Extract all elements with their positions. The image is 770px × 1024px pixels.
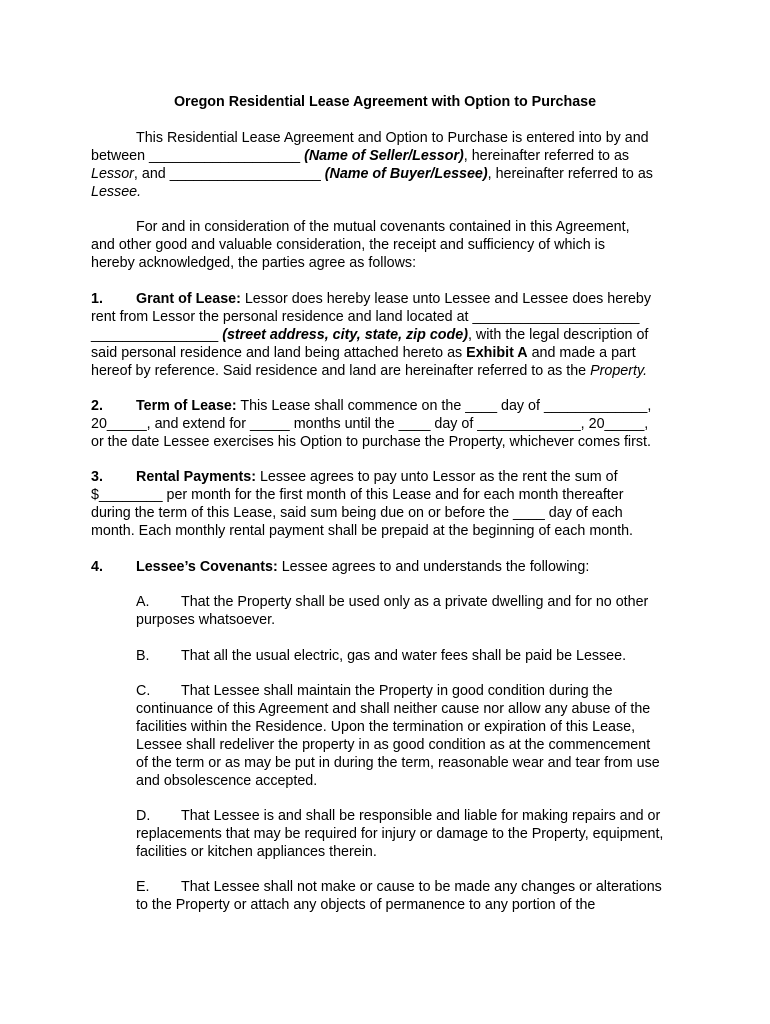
section-3-number: 3.	[91, 469, 103, 485]
exhibit-a: Exhibit A	[466, 345, 528, 361]
covenant-e-line-1	[136, 878, 662, 896]
section-4-heading: Lessee’s Covenants:	[136, 559, 278, 575]
covenant-d-text-1: That Lessee is and shall be responsible and liable for making repairs and or	[181, 808, 661, 824]
consideration-line-3: hereby acknowledged, the parties agree as follows:	[91, 255, 417, 271]
covenant-a-text-1: That the Property shall be used only as a private dwelling and for no other	[181, 594, 649, 610]
consideration-line-2: and other good and valuable consideration, the receipt and sufficiency of which is	[91, 237, 605, 253]
covenant-d-line-2: replacements that may be required for injury or damage to the Property, equipment,	[136, 826, 664, 842]
section-1-text-4c: and made a part	[527, 345, 636, 361]
section-3-text-1: Lessee agrees to pay unto Lessor as the rent the sum of	[259, 469, 618, 485]
section-1-line-3	[91, 326, 648, 344]
lessee-term: Lessee.	[91, 184, 142, 200]
covenant-c-line-2: continuance of this Agreement and shall neither cause nor allow any abuse of the	[136, 701, 651, 717]
covenant-c-text-1: That Lessee shall maintain the Property in good condition during the	[181, 683, 613, 699]
covenant-a-line-1	[136, 593, 648, 611]
covenant-c-line-3: facilities within the Residence. Upon the termination or expiration of this Lease,	[136, 719, 636, 735]
section-1-line-4	[91, 344, 636, 362]
covenant-c-letter: C.	[136, 683, 151, 699]
seller-label: (Name of Seller/Lessor)	[304, 148, 464, 164]
intro-line-3	[91, 165, 653, 183]
covenant-b-letter: B.	[136, 648, 150, 664]
section-4-number: 4.	[91, 559, 103, 575]
section-3-line-1	[91, 468, 618, 486]
intro-and: , and ___________________	[133, 166, 325, 182]
intro-referred: , hereinafter referred to as	[463, 148, 630, 164]
covenant-e-text-1: That Lessee shall not make or cause to be made any changes or alterations	[181, 879, 662, 895]
covenant-d-letter: D.	[136, 808, 151, 824]
section-1-line-5	[91, 362, 647, 380]
section-1-line-2: rent from Lessor the personal residence and land located at _____________________	[91, 309, 640, 325]
section-2-line-1	[91, 397, 651, 415]
covenant-d-line-3: facilities or kitchen appliances therein.	[136, 844, 377, 860]
address-label: (street address, city, state, zip code)	[222, 327, 468, 343]
section-1-line-1	[91, 290, 651, 308]
covenant-c-line-4: Lessee shall redeliver the property in as good condition as at the commencement	[136, 737, 651, 753]
lessor-term: Lessor	[91, 166, 134, 182]
covenant-e-line-2: to the Property or attach any objects of permanence to any portion of the	[136, 897, 596, 913]
section-4-text-1: Lessee agrees to and understands the following:	[281, 559, 590, 575]
section-1-heading: Grant of Lease:	[136, 291, 241, 307]
buyer-label: (Name of Buyer/Lessee)	[324, 166, 488, 182]
legal-description-text: , with the legal description of	[467, 327, 649, 343]
section-3-line-2: $________ per month for the first month of this Lease and for each month thereafter	[91, 487, 624, 503]
section-4-line-1	[91, 558, 589, 576]
consideration-line-1: For and in consideration of the mutual covenants contained in this Agreement,	[136, 219, 630, 235]
property-term: Property.	[590, 363, 648, 379]
document-title: Oregon Residential Lease Agreement with Option to Purchase	[173, 94, 597, 110]
section-2-line-2: 20_____, and extend for _____ months until the ____ day of _____________, 20_____,	[91, 416, 649, 432]
section-1-number: 1.	[91, 291, 103, 307]
intro-between: between ___________________	[91, 148, 305, 164]
section-3-line-4: month. Each monthly rental payment shall be prepaid at the beginning of each month.	[91, 523, 634, 539]
section-3-heading: Rental Payments:	[136, 469, 256, 485]
covenant-c-line-5: of the term or as may be put in during the term, reasonable wear and tear from use	[136, 755, 660, 771]
intro-line-2	[91, 147, 629, 165]
section-3-line-3: during the term of this Lease, said sum being due on or before the ____ day of each	[91, 505, 623, 521]
intro-referred-2: , hereinafter referred to as	[487, 166, 653, 182]
covenant-a-letter: A.	[136, 594, 150, 610]
covenant-e-letter: E.	[136, 879, 150, 895]
address-blank: ________________	[91, 327, 223, 343]
section-2-text-1: This Lease shall commence on the ____ day of _____________,	[240, 398, 652, 414]
section-1-text-5a: hereof by reference. Said residence and land are hereinafter referred to as the	[91, 363, 591, 379]
section-2-number: 2.	[91, 398, 103, 414]
covenant-b-text-1: That all the usual electric, gas and water fees shall be paid be Lessee.	[181, 648, 627, 664]
section-1-text-4a: said personal residence and land being attached hereto as	[91, 345, 467, 361]
section-1-text-1: Lessor does hereby lease unto Lessee and Lessee does hereby	[244, 291, 652, 307]
covenant-a-line-2: purposes whatsoever.	[136, 612, 276, 628]
section-2-line-3: or the date Lessee exercises his Option to purchase the Property, whichever comes first.	[91, 434, 651, 450]
covenant-c-line-1	[136, 682, 613, 700]
section-2-heading: Term of Lease:	[136, 398, 237, 414]
covenant-c-line-6: and obsolescence accepted.	[136, 773, 318, 789]
intro-line-1: This Residential Lease Agreement and Option to Purchase is entered into by and	[136, 130, 649, 146]
covenant-b-line-1	[136, 647, 626, 665]
covenant-d-line-1	[136, 807, 660, 825]
